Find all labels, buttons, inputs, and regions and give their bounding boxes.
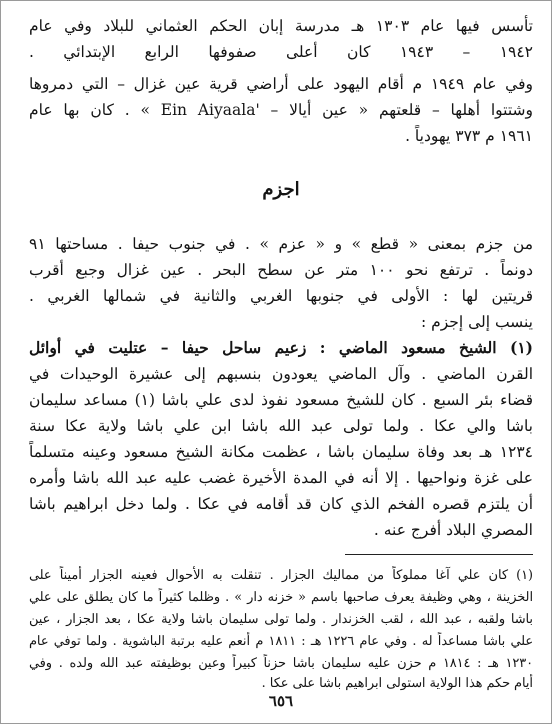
footnote-line: الخزينة ، وهي وظيفة يعرف صاحبها باسم « خزنه دار » . وظلما كثيراً ما كان يطلق على علي [29, 590, 533, 605]
footnote-line: ١٢٣٠ هـ : ١٨١٤ م حزن عليه سليمان باشا حزناً كبيراً وعين بوظيفته عبد الله ولده . وفي [29, 656, 533, 671]
footnote-line: أيام حكم هذا الولاية استولى ابراهيم باشا على عكا . [261, 676, 533, 691]
footnote-line: (١) كان علي آغا مملوكاً من مماليك الجزار . تنقلت به الأحوال فعينه الجزار أميناً على [29, 568, 533, 583]
footnote-line: باشا ولقبه ، عبد الله ، لقب الخزندار . ولما تولى سليمان باشا ولاية عكا ، بعد الجزار ، عين [29, 612, 533, 627]
intro-line: وشتتوا أهلها – قلعتهم « عين أيالا – 'Ein Aiyaala » . كان بها عام [29, 101, 533, 119]
body-line: (١) الشيخ مسعود الماضي : زعيم ساحل حيفا – عتليت في أوائل [29, 338, 533, 357]
section-heading: اجزم [262, 179, 300, 200]
footnote-divider [345, 554, 533, 555]
intro-line: تأسس فيها عام ١٣٠٣ هـ مدرسة إبان الحكم العثماني للبلاد وفي عام [29, 17, 533, 35]
body-line: ينسب إلى إجزم : [420, 313, 533, 331]
body-line: من جزم بمعنى « قطع » و « عزم » . في جنوب حيفا . مساحتها ٩١ [29, 235, 533, 253]
intro-line: ١٩٤٢ – ١٩٤٣ كان أعلى صفوفها الرابع الإبتدائي . [29, 43, 533, 61]
body-line: القرن الماضي . وآل الماضي يعودون بنسبهم إلى عشيرة الوحيدات في [29, 365, 533, 383]
intro-line: ١٩٦١ م ٣٧٣ يهودياً . [405, 127, 533, 145]
intro-line: وفي عام ١٩٤٩ م أقام اليهود على أراضي قرية عين غزال – التي دمروها [29, 75, 533, 93]
footnote-line: علي باشا مساعداً له . وفي عام ١٢٢٦ هـ : ١٨١١ م أنعم عليه برتبة الباشوية . ولما توفي عام [29, 634, 533, 649]
body-line: ١٢٣٤ هـ بعد وفاة سليمان باشا ، عظمت مكانة الشيخ مسعود وعينه متسلماً [29, 443, 533, 461]
body-line: على غزة ونواحيها . إلا أنه في المدة الأخيرة غضب عليه عبد الله باشا وأمره [29, 469, 533, 487]
body-line: باشا والي عكا . ولما تولى عبد الله باشا ابن علي باشا ولاية عكا سنة [29, 417, 533, 435]
page-number: ٦٥٦ [268, 692, 294, 710]
body-line: المصري البلاد أفرج عنه . [373, 521, 533, 539]
body-line: قضاء بئر السبع . كان للشيخ مسعود نفوذ لدى علي باشا (١) مساعد سليمان [29, 391, 533, 409]
body-line: قريتين لها : الأولى في جنوبها الغربي والثانية في شمالها الغربي . [29, 287, 533, 305]
document-page [29, 1, 533, 723]
body-line: دونماً . ترتفع نحو ١٠٠ متر عن سطح البحر . عين غزال وجبع أقرب [29, 261, 533, 279]
body-line: أن يلتزم قصره الفخم الذي كان قد أقامه في عكا . ولما دخل ابراهيم باشا [29, 495, 533, 513]
